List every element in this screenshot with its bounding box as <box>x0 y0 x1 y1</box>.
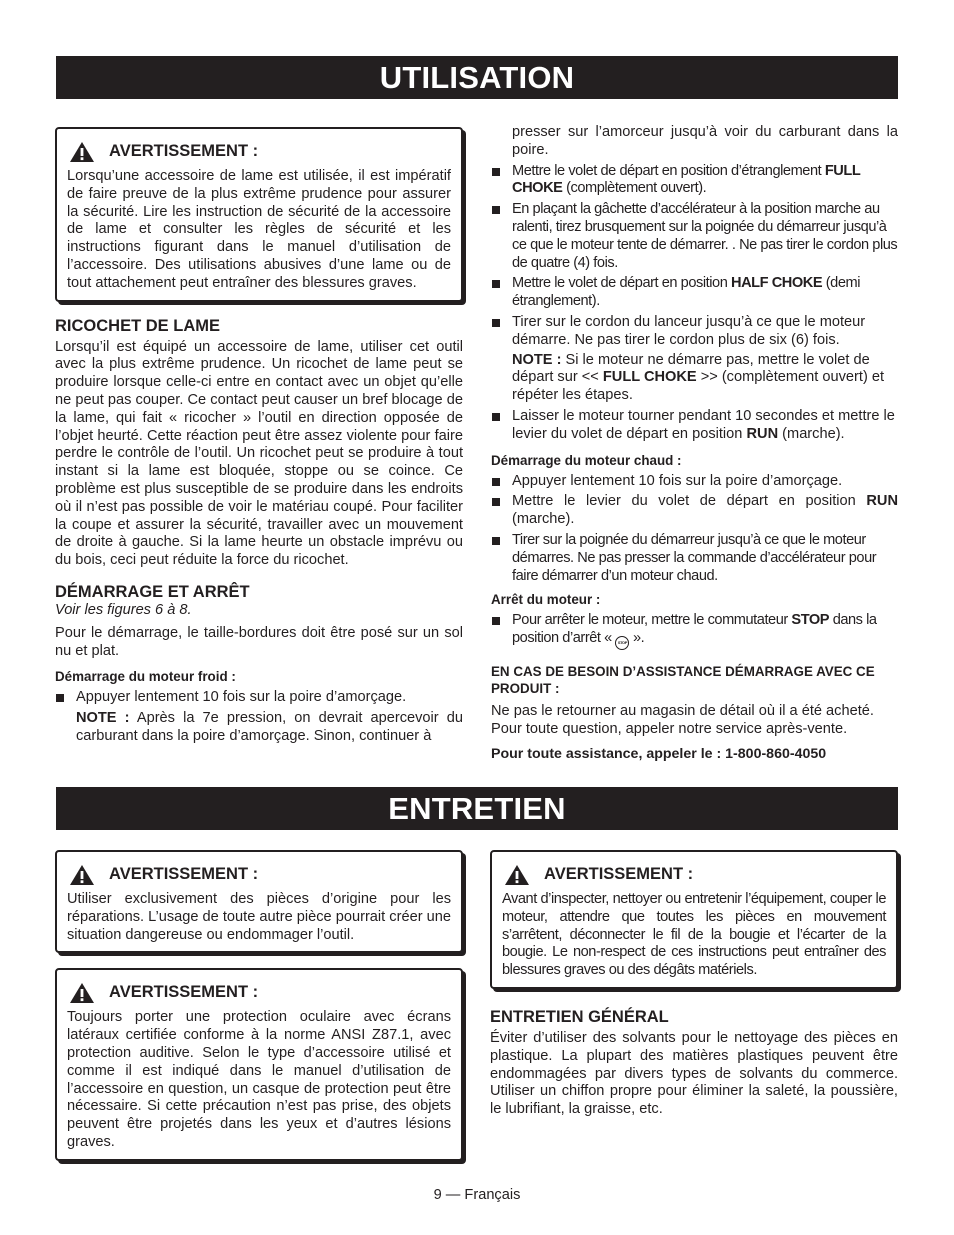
list-item-text: Mettre le volet de départ en position <box>512 275 728 292</box>
assistance-heading: EN CAS DE BESOIN D’ASSISTANCE DÉMARRAGE AVEC CE PRODUIT : <box>491 664 875 697</box>
note-paragraph <box>512 352 898 405</box>
warning-box-parts <box>55 850 463 953</box>
note-label: NOTE : <box>76 710 130 727</box>
bullet-square-icon <box>492 498 500 506</box>
note-text: >> (complètement ouvert) et répéter les étapes. <box>512 369 885 404</box>
bullet-square-icon <box>492 280 500 288</box>
assistance-text: Ne pas le retourner au magasin de détail où il a été acheté. Pour toute question, appeler notre service après-vente. <box>491 703 874 737</box>
warning-heading-label: AVERTISSEMENT : <box>109 142 259 161</box>
list-item-text: (demi étranglement). <box>512 275 861 310</box>
note-paragraph <box>76 710 463 746</box>
list-item-text: (marche). <box>512 511 575 528</box>
warning-triangle-icon <box>504 864 530 886</box>
list-item <box>491 532 898 585</box>
bullet-square-icon <box>492 537 500 545</box>
bullet-square-icon <box>492 478 500 486</box>
list-item-text: Appuyer lentement 10 fois sur la poire d’amorçage. <box>512 472 843 489</box>
bullet-square-icon <box>492 206 500 214</box>
list-item-text: Appuyer lentement 10 fois sur la poire d’amorçage. <box>76 689 407 706</box>
bullet-square-icon <box>492 617 500 625</box>
note-bold: FULL CHOKE <box>602 369 697 386</box>
cold-start-list <box>55 689 463 745</box>
note-label: NOTE : <box>512 351 562 368</box>
section-title-utilisation: UTILISATION <box>56 56 898 99</box>
note-text: Après la 7e pression, on devrait apercevoir du carburant dans la poire d’amorçage. Sinon, continuer à <box>76 710 463 744</box>
page-footer: 9 — Français <box>433 1187 521 1203</box>
ricochet-text: Lorsqu’il est équipé un accessoire de lame, utiliser cet outil avec la plus extrême prudence. Un ricochet de lame peut se produire lorsque celle-ci entre en contact avec un objet qu’elle ne peut pas couper. Ce contact peut causer un bref blocage de la lame, qui fait « ricocher » l’outil en direction opposée de l’objet heurté. Cette réaction peut être assez violente pour faire perdre le contrôle de l’outil. Un ricochet peut se produire à tout instant si la lame est bloquée, stoppe ou se coince. Ce problème est plus susceptible de se produire dans les endroits où il n’est pas possible de voir le matériau coupé. Pour faciliter la coupe et assurer la sécurité, travailler avec un mouvement de droite à gauche. Si la lame heurte un obstacle imprévu ou du bois, ceci peut réduite la force du ricochet. <box>55 338 463 569</box>
warning-triangle-icon <box>69 982 95 1004</box>
bullet-square-icon <box>56 694 64 702</box>
warning-triangle-icon <box>69 864 95 886</box>
entretien-general-text: Éviter d’utiliser des solvants pour le nettoyage des pièces en plastique. La plupart des matières plastiques peuvent être endommagées par divers types de solvants du commerce. Utiliser un chiffon propre pour éliminer la saleté, la poussière, le lubrifiant, la graisse, etc. <box>490 1029 898 1118</box>
list-item-bold: FULL CHOKE <box>512 162 861 197</box>
list-item-text: (marche). <box>782 425 845 442</box>
warning-heading <box>69 864 451 886</box>
list-item <box>491 201 898 272</box>
entretien-left-column <box>55 850 463 1161</box>
list-item-text: dans la position d’arrêt « <box>512 612 877 647</box>
warning-text: Lorsqu’une accessoire de lame est utilisée, il est impératif de faire preuve de la plus extrême prudence pour assurer la sécurité. Lire les instruction de sécurité de la accessoire de lame et consulter les règles de sécurité et les instructions figurant dans le manuel d’utilisation de l’accessoire. Des utilisations abusives d’une lame ou de tout attachement peut entraîner des blessures graves. <box>67 168 451 291</box>
list-item-text: Mettre le volet de départ en position d’étranglement <box>512 162 822 179</box>
warning-text: Toujours porter une protection oculaire avec écrans latéraux certifiée conforme à la norme ANSI Z87.1, avec protection auditive. Selon le type d’accessoire utilisé et comme il est indiqué dans le manuel d’utilisation de l’accessoire en question, un casque de protection peut être nécessaire. Si cette précaution n’est pas prise, des objets peuvent être projetés dans les yeux et d’autres lésions graves. <box>67 1009 451 1150</box>
heading-entretien-general: ENTRETIEN GÉNÉRAL <box>490 1007 669 1026</box>
warning-heading-label: AVERTISSEMENT : <box>109 983 259 1002</box>
list-item <box>491 612 898 650</box>
bullet-square-icon <box>492 168 500 176</box>
list-item-text: Pour arrêter le moteur, mettre le commutateur <box>512 612 788 629</box>
list-item-text: (complètement ouvert). <box>566 180 707 197</box>
bullet-square-icon <box>492 413 500 421</box>
warning-box-eye-protection <box>55 968 463 1160</box>
list-item <box>491 493 898 529</box>
heading-demarrage: DÉMARRAGE ET ARRÊT <box>55 582 250 601</box>
list-item <box>491 408 898 444</box>
bullet-square-icon <box>492 319 500 327</box>
heading-ricochet: RICOCHET DE LAME <box>55 316 220 335</box>
cold-start-list-continued <box>491 163 898 444</box>
warm-start-list <box>491 473 898 586</box>
warning-text: Utiliser exclusivement des pièces d’origine pour les réparations. L’usage de toute autre pièce pourrait créer une situation dangereuse ou endommager l’outil. <box>67 891 451 943</box>
list-item-text: Tirer sur le cordon du lanceur jusqu’à ce que le moteur démarre. Ne pas tirer le cordon plus de six (6) fois. <box>512 313 866 348</box>
list-item-bold: STOP <box>791 612 830 629</box>
warning-heading <box>504 864 886 886</box>
warning-heading-label: AVERTISSEMENT : <box>109 865 259 884</box>
list-item-text: En plaçant la gâchette d’accélérateur à la position marche au ralenti, tirez brusquement sur la poignée du démarreur jusqu’à ce que le moteur tente de démarrer. . Ne pas tirer le cordon plus de quatre (4) fois. <box>512 201 898 271</box>
list-item-text: ». <box>633 630 645 647</box>
section-title-entretien: ENTRETIEN <box>56 787 898 830</box>
warning-text: Avant d’inspecter, nettoyer ou entretenir l’équipement, couper le moteur, attendre que toutes les pièces en mouvement s’arrêtent, déconnecter le fil de la bougie et l’écarter de la bougie. Le non-respect de ces instructions peut entraîner des blessures graves ou des dégâts matériels. <box>502 891 886 979</box>
list-item-bold: HALF CHOKE <box>730 275 823 292</box>
warm-start-heading: Démarrage du moteur chaud : <box>491 452 682 468</box>
list-item <box>491 275 898 311</box>
list-item <box>55 689 463 745</box>
warning-box-maintenance <box>490 850 898 989</box>
warning-triangle-icon <box>69 141 95 163</box>
entretien-right-column <box>490 850 898 1119</box>
list-item <box>491 473 898 491</box>
list-item-bold: RUN <box>866 493 898 510</box>
warning-heading <box>69 982 451 1004</box>
list-item-text: Mettre le levier du volet de départ en position <box>512 493 856 510</box>
stop-heading: Arrêt du moteur : <box>491 592 601 608</box>
list-item <box>491 163 898 199</box>
utilisation-right-column <box>491 124 898 764</box>
note-continuation: presser sur l’amorceur jusqu’à voir du carburant dans la poire. <box>512 124 898 158</box>
stop-list <box>491 612 898 650</box>
note-text: Si le moteur ne démarre pas, mettre le volet de départ sur << <box>512 351 870 386</box>
list-item-text: Tirer sur la poignée du démarreur jusqu’à ce que le moteur démarres. Ne pas presser la commande d’accélérateur pour faire démarrer d’un moteur chaud. <box>512 531 877 584</box>
assistance-phone: Pour toute assistance, appeler le : 1-800-860-4050 <box>491 745 827 762</box>
figure-reference: Voir les figures 6 à 8. <box>55 601 192 618</box>
stop-switch-icon: STOP <box>615 636 629 650</box>
warning-heading <box>69 141 451 163</box>
demarrage-intro: Pour le démarrage, le taille-bordures doit être posé sur un sol nu et plat. <box>55 624 463 659</box>
list-item-bold: RUN <box>746 425 779 442</box>
list-item <box>491 314 898 405</box>
utilisation-left-column <box>55 127 463 749</box>
warning-heading-label: AVERTISSEMENT : <box>544 865 694 884</box>
warning-box-blade <box>55 127 463 302</box>
cold-start-heading: Démarrage du moteur froid : <box>55 669 236 685</box>
list-item-text: Laisser le moteur tourner pendant 10 secondes et mettre le levier du volet de départ en position <box>512 407 895 442</box>
